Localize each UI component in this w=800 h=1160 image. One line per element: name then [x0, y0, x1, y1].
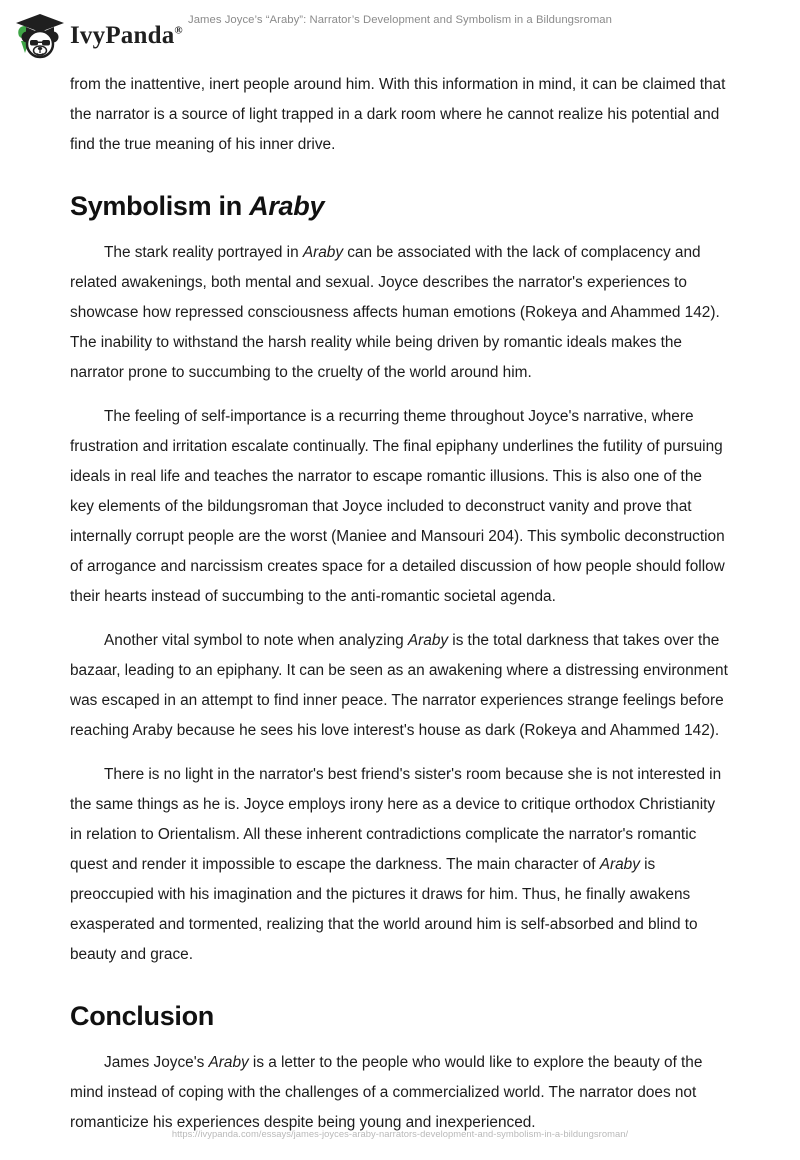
page-footer: [0, 1124, 800, 1142]
work-title-araby: Araby: [407, 632, 449, 649]
brand-name-text: IvyPanda: [70, 21, 175, 49]
paragraph-symbolism-2: The feeling of self-importance is a recurring theme throughout Joyce's narrative, where frustration and irritation escalate continually. The final epiphany underlines the futility of pursuing ideals in real life and teaches the narrator to escape romantic illusions. This is also one of the key elements of the bildungsroman that Joyce included to deconstruct vanity and prove that internally corrupt people are the worst (Maniee and Mansouri 204). This symbolic deconstruction of arrogance and narcissism creates space for a detailed discussion of how people should follow their hearts instead of succumbing to the anti-romantic societal agenda.: [70, 408, 725, 605]
paragraph-continued: from the inattentive, inert people around him. With this information in mind, it can be claimed that the narrator is a source of light trapped in a dark room where he cannot realize his potential and find the true meaning of his inner drive.: [70, 76, 726, 153]
paragraph-symbolism-3-part-a: Another vital symbol to note when analyzing: [104, 632, 408, 649]
paragraph-conclusion-part-a: James Joyce's: [104, 1054, 209, 1071]
paragraph-symbolism-1: [70, 238, 730, 388]
heading-prefix-text: Symbolism in: [70, 191, 250, 221]
registered-mark: ®: [174, 24, 183, 37]
document-title-header: James Joyce’s “Araby”: Narrator’s Development and Symbolism in a Bildungsroman: [188, 14, 612, 26]
heading-symbolism-in-araby: [70, 190, 730, 222]
work-title-araby: Araby: [302, 244, 344, 261]
work-title-araby: Araby: [208, 1054, 249, 1071]
brand-name: [70, 23, 183, 48]
paragraph-symbolism-3-part-b: is the total darkness that takes over the bazaar, leading to an epiphany. It can be seen as an awakening where a distressing environment was escaped in an attempt to find inner peace. The narrator experiences strange feelings before reaching Araby because he sees his love interest's house as dark (Rokeya and Ahammed 142).: [70, 632, 728, 739]
paragraph-symbolism-4-part-b: is preoccupied with his imagination and the pictures it draws for him. Thus, he finally awakens exasperated and tormented, realizing that the world around him is self-absorbed and blind to beauty and grace.: [70, 856, 698, 963]
paragraph-conclusion-part-b: is a letter to the people who would like to explore the beauty of the mind instead of coping with the challenges of a commercialized world. The narrator does not romanticize his experiences despite being young and inexperienced.: [70, 1054, 703, 1131]
heading-italic-work-title: Araby: [249, 191, 325, 221]
document-body: [70, 70, 730, 1138]
paragraph-symbolism-1-part-a: The stark reality portrayed in: [104, 244, 303, 261]
footer-source-url[interactable]: https://ivypanda.com/essays/james-joyces-araby-narrators-development-and-symbolism-in-a-bildungsroman/: [171, 1128, 629, 1139]
paragraph-symbolism-1-part-b: can be associated with the lack of complacency and related awakenings, both mental and sexual. Joyce describes the narrator's experiences to showcase how repressed consciousness affects human emotions (Rokeya and Ahammed 142). The inability to withstand the harsh reality while being driven by romantic ideals makes the narrator prone to succumbing to the cruelty of the world around him.: [70, 244, 720, 381]
paragraph-symbolism-4-part-a: There is no light in the narrator's best friend's sister's room because she is not interested in the same things as he is. Joyce employs irony here as a device to critique orthodox Christianity in relation to Orientalism. All these inherent contradictions complicate the narrator's romantic quest and render it impossible to escape the darkness. The main character of: [70, 766, 722, 873]
work-title-araby: Araby: [599, 856, 640, 873]
heading-conclusion: Conclusion: [70, 1001, 214, 1031]
page-header: [0, 0, 800, 62]
paragraph-symbolism-4: [70, 760, 730, 970]
paragraph-symbolism-3: [70, 626, 730, 746]
